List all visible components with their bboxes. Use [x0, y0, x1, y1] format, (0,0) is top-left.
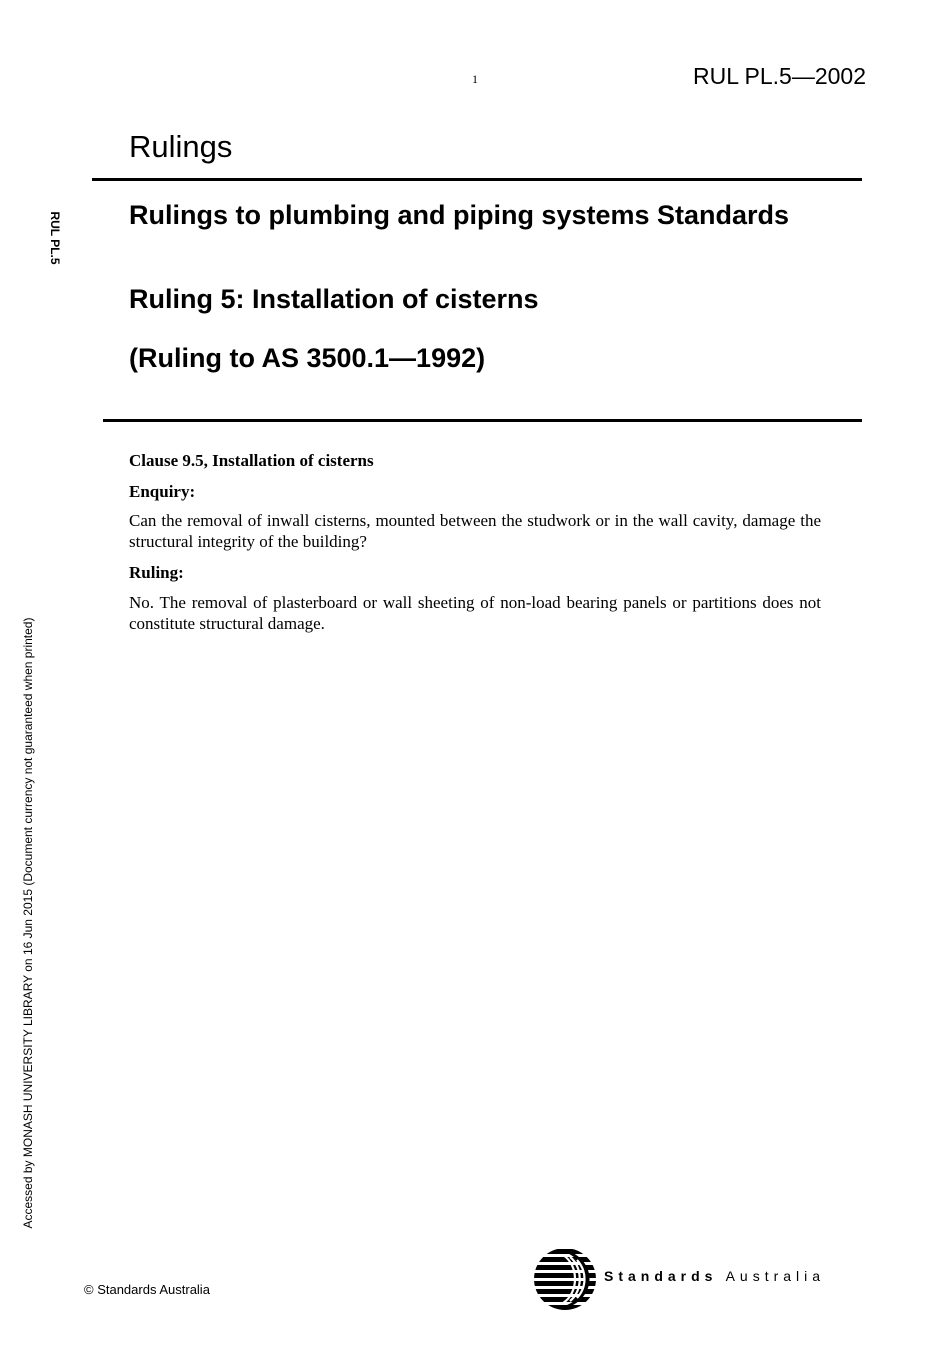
copyright-notice: © Standards Australia: [84, 1282, 210, 1297]
page-number: 1: [472, 72, 478, 86]
top-divider: [92, 178, 862, 181]
ruling-label: Ruling:: [129, 563, 184, 582]
reference-heading: (Ruling to AS 3500.1—1992): [129, 343, 486, 373]
clause-title: Clause 9.5, Installation of cisterns: [129, 451, 374, 470]
ruling-text: No. The removal of plasterboard or wall sheeting of non-load bearing panels or partitions does not constitute structural damage.: [129, 593, 821, 633]
main-heading: Rulings to plumbing and piping systems Standards: [129, 200, 790, 230]
enquiry-label: Enquiry:: [129, 482, 196, 501]
document-id: RUL PL.5—2002: [692, 63, 866, 89]
standards-australia-logo-text: [604, 1268, 825, 1284]
standards-australia-logo-icon: [533, 1247, 597, 1311]
heading-divider: [103, 419, 862, 422]
series-title: Rulings: [129, 129, 233, 164]
access-watermark: Accessed by MONASH UNIVERSITY LIBRARY on 16 Jun 2015 (Document currency not guaranteed when printed): [21, 617, 35, 1229]
spine-label: RUL PL.5: [48, 211, 62, 265]
enquiry-text: Can the removal of inwall cisterns, mounted between the studwork or in the wall cavity, damage the structural integrity of the building?: [129, 511, 821, 551]
logo-word-standards: Standards: [604, 1268, 718, 1284]
logo-word-australia: Australia: [725, 1268, 826, 1284]
ruling-heading: Ruling 5: Installation of cisterns: [129, 284, 539, 314]
